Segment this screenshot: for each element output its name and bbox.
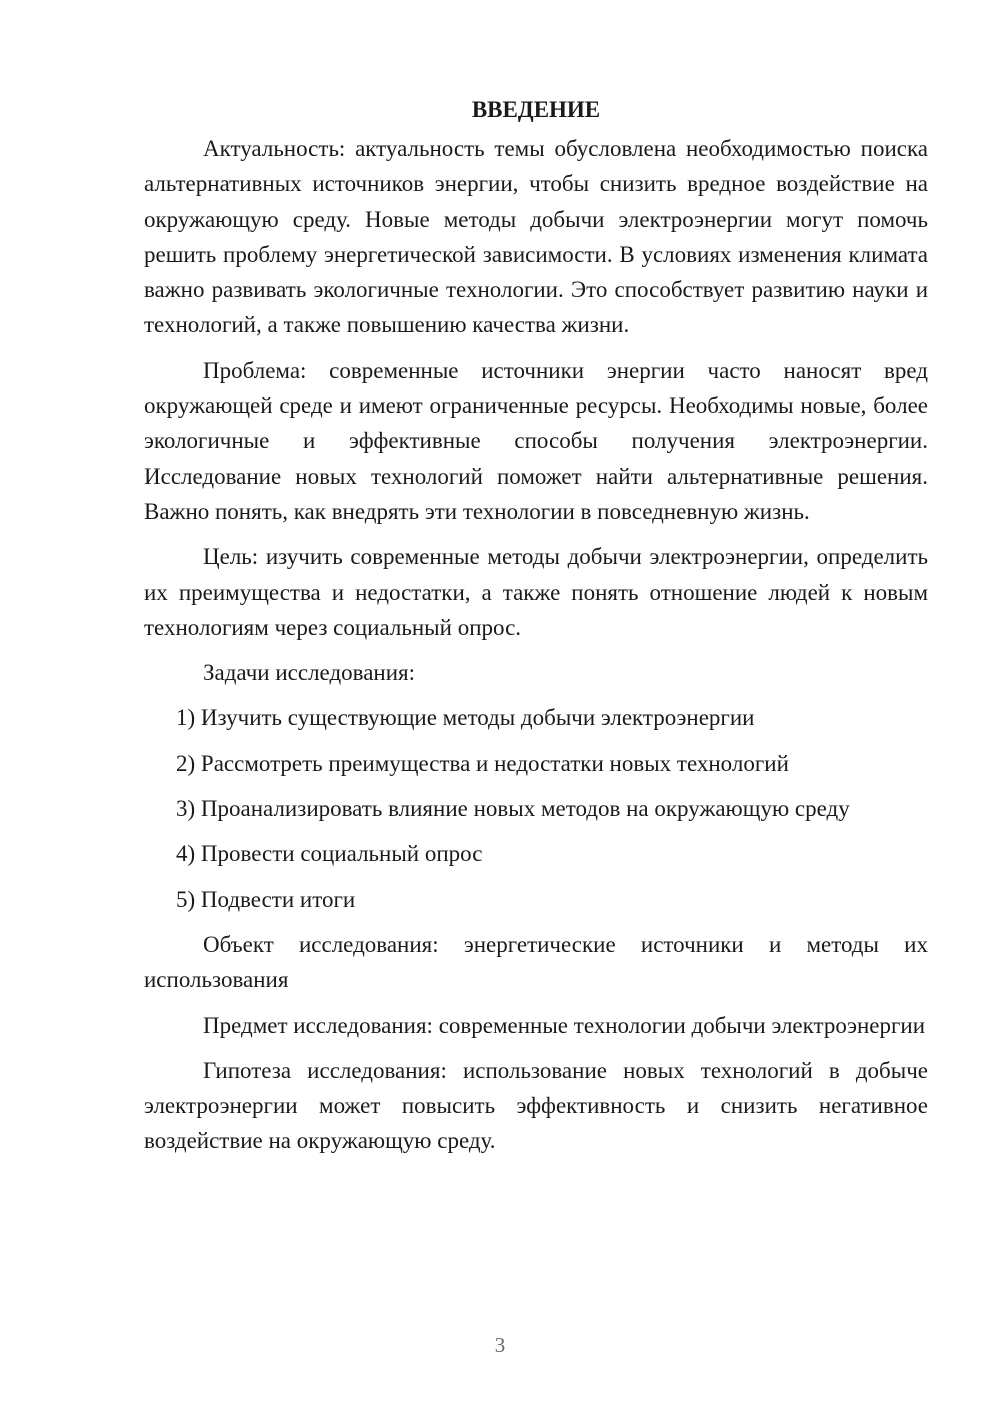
paragraph-relevance: Актуальность: актуальность темы обусловлена необходимостью поиска альтернативных источников энергии, чтобы снизить вредное воздействие на окружающую среду. Новые методы добычи электроэнергии могут помочь решить проблему энергетической зависимости. В условиях изменения климата важно развивать экологичные технологии. Это способствует развитию науки и технологий, а также повышению качества жизни. <box>144 136 928 338</box>
list-item: 2) Рассмотреть преимущества и недостатки новых технологий <box>176 750 789 776</box>
paragraph-goal: Цель: изучить современные методы добычи электроэнергии, определить их преимущества и недостатки, а также понять отношение людей к новым технологиям через социальный опрос. <box>144 544 928 640</box>
tasks-list <box>144 700 928 916</box>
paragraph-problem: Проблема: современные источники энергии часто наносят вред окружающей среде и имеют ограниченные ресурсы. Необходимы новые, более экологичные и эффективные способы получения электроэнергии. Исследование новых технологий поможет найти альтернативные решения. Важно понять, как внедрять эти технологии в повседневную жизнь. <box>144 357 928 524</box>
list-item: 5) Подвести итоги <box>176 886 356 912</box>
paragraph-object: Объект исследования: энергетические источники и методы их использования <box>144 931 928 993</box>
page-number: 3 <box>494 1333 506 1357</box>
section-title: ВВЕДЕНИЕ <box>471 97 601 122</box>
tasks-heading: Задачи исследования: <box>203 660 416 686</box>
paragraph-hypothesis: Гипотеза исследования: использование новых технологий в добыче электроэнергии может повысить эффективность и снизить негативное воздействие на окружающую среду. <box>144 1057 928 1154</box>
list-item: 3) Проанализировать влияние новых методов на окружающую среду <box>176 796 850 822</box>
list-item: 4) Провести социальный опрос <box>176 841 483 867</box>
list-item: 1) Изучить существующие методы добычи электроэнергии <box>176 705 755 731</box>
paragraph-subject: Предмет исследования: современные технологии добычи электроэнергии <box>203 1012 926 1038</box>
document-page <box>144 92 928 1169</box>
